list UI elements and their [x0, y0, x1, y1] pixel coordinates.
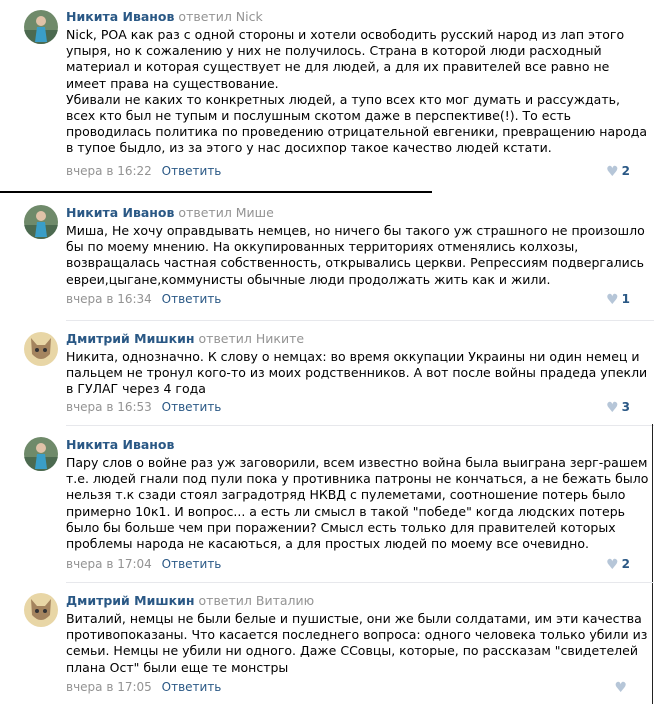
reply-button[interactable]: Ответить [161, 680, 222, 694]
heart-icon: ♥ [606, 164, 619, 180]
comment-text [66, 455, 650, 552]
avatar[interactable] [24, 205, 58, 239]
comment-text [66, 611, 650, 676]
comment-text [66, 27, 650, 157]
replied-to[interactable]: ответил Никите [198, 331, 305, 346]
reply-button[interactable]: Ответить [161, 400, 222, 414]
comment-meta [66, 292, 221, 306]
like-count: 1 [621, 292, 630, 306]
comment-paragraph: Миша, Не хочу оправдывать немцев, но ничего бы такого уж страшного не произошло бы по моему мнению. На оккупированных территориях отменялись колхозы, возвращалась частная собственность, открывались церкви. Репрессиям подвергались евреи,цыгане,коммунисты обычные люди продолжать жить как и жили. [66, 223, 645, 287]
comment-paragraph: Виталий, немцы не были белые и пушистые, они же были солдатами, им эти качества противопоказаны. Что касается последнего вопроса: одного человека только убили из семьи. Немцы не убили ни одного. Даже ССовцы, которые, по рассказам "свидетелей плана Ост" были еще те монстры [66, 611, 648, 675]
comment-5 [0, 588, 654, 704]
like-count: 2 [621, 557, 630, 571]
comment-3 [0, 326, 654, 426]
like-button[interactable] [606, 164, 630, 180]
comment-date[interactable]: вчера в 16:53 [66, 400, 152, 414]
like-button[interactable] [606, 400, 630, 416]
like-button[interactable] [614, 680, 630, 696]
author-name[interactable]: Дмитрий Мишкин [66, 593, 195, 608]
author-name[interactable]: Дмитрий Мишкин [66, 331, 195, 346]
comment-header [66, 437, 174, 452]
heart-icon: ♥ [606, 292, 619, 308]
avatar[interactable] [24, 332, 58, 366]
comment-paragraph: Пару слов о войне раз уж заговорили, всем известно война была выиграна зерг-рашем т.е. людей гнали под пули пока у противника патроны не кончаться, а не бежать было нельзя т.к сзади стоял заградотряд НКВД с пулеметами, соотношение потерь было примерно 10к1. И вопрос... а есть ли смысл в такой "победе" когда людских потерь было бы больше чем при поражении? Смысл есть только для правителей которых проблемы народа не касаються, а для простых людей по моему все очевидно. [66, 455, 649, 552]
comment-header [66, 205, 274, 220]
avatar[interactable] [24, 437, 58, 471]
replied-to[interactable]: ответил Мише [178, 205, 274, 220]
like-button[interactable] [606, 292, 630, 308]
heart-icon: ♥ [606, 557, 619, 573]
divider [66, 582, 654, 583]
comment-paragraph: Убивали не каких то конкретных людей, а тупо всех кто мог думать и рассуждать, всех кто был не тупым и послушным скотом даже в перспективе(!). То есть проводилась политика по проведению отрицательной евгеники, превращению народа в тупое быдло, из за этого у нас досихпор такое качество людей кстати. [66, 91, 648, 156]
replied-to[interactable]: ответил Nick [178, 9, 263, 24]
like-button[interactable] [606, 557, 630, 573]
avatar[interactable] [24, 10, 58, 44]
heart-icon: ♥ [606, 400, 619, 416]
divider [66, 320, 654, 321]
reply-button[interactable]: Ответить [161, 557, 222, 571]
reply-button[interactable]: Ответить [161, 164, 222, 178]
comment-text [66, 223, 650, 288]
comment-date[interactable]: вчера в 16:22 [66, 164, 152, 178]
comment-date[interactable]: вчера в 17:04 [66, 557, 152, 571]
comment-2 [0, 200, 654, 320]
comment-4 [0, 432, 654, 582]
screenshot-cut-line [0, 191, 432, 193]
avatar[interactable] [24, 593, 58, 627]
author-name[interactable]: Никита Иванов [66, 205, 175, 220]
like-count: 3 [621, 400, 630, 414]
comment-text [66, 349, 650, 398]
comment-header [66, 331, 304, 346]
reply-button[interactable]: Ответить [161, 292, 222, 306]
comment-meta [66, 164, 221, 178]
like-count: 2 [621, 164, 630, 178]
comment-meta [66, 557, 221, 571]
comment-paragraph: Nick, РОА как раз с одной стороны и хотели освободить русский народ из лап этого упыря, но к сожалению у них не получилось. Страна в которой люди расходный материал и которая существует не для людей, а для их правителей все равно не имеет права на существование. [66, 27, 625, 91]
comment-header [66, 593, 314, 608]
comment-header [66, 9, 263, 24]
heart-icon: ♥ [614, 680, 627, 696]
comment-1 [0, 0, 654, 190]
author-name[interactable]: Никита Иванов [66, 9, 175, 24]
divider [66, 425, 654, 426]
comment-meta [66, 400, 221, 414]
replied-to[interactable]: ответил Виталию [198, 593, 315, 608]
author-name[interactable]: Никита Иванов [66, 437, 175, 452]
comment-date[interactable]: вчера в 17:05 [66, 680, 152, 694]
comment-date[interactable]: вчера в 16:34 [66, 292, 152, 306]
comment-meta [66, 680, 221, 694]
comment-paragraph: Никита, однозначно. К слову о немцах: во время оккупации Украины ни один немец и пальцем не тронул кого-то из моих родственников. А вот после войны прадеда упекли в ГУЛАГ через 4 года [66, 349, 648, 397]
